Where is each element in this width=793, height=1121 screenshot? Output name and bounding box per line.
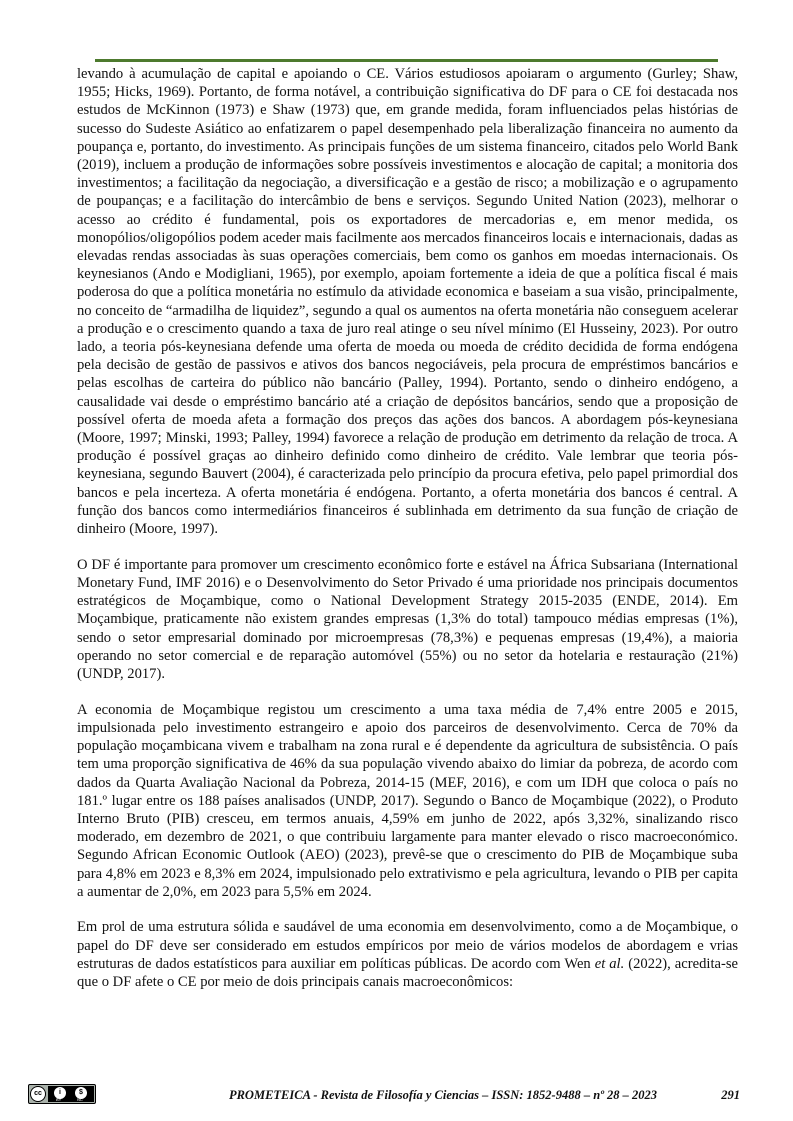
page-number: 291 [721,1088,740,1102]
cc-license-badge[interactable] [28,1084,96,1104]
cc-nc-label: NC [77,1097,83,1102]
cc-logo-icon: cc [30,1086,46,1102]
paragraph-4-italic: et al. [594,955,625,972]
paragraph-4-text-a: Em prol de uma estrutura sólida e saudável de uma economia em desenvolvimento, como a de Moçambique, o papel do DF deve ser considerado em estudos empíricos por meio de vários modelos de abordagem e vrias estruturas de dados estatísticos para auxiliar em políticas públicas. De acordo com Wen [77,919,738,972]
paragraph-4-text-b: (2022), acredita-se que o DF afete o CE por meio de dois principais canais macroeconômicos: [77,955,739,991]
paragraph-1: levando à acumulação de capital e apoiando o CE. Vários estudiosos apoiaram o argumento (Gurley; Shaw, 1955; Hicks, 1969). Portanto, de forma notável, a contribuição significativa do DF para o CE foi destacada nos estudos de McKinnon (1973) e Shaw (1973) que, em grande medida, foram influenciados pelas histórias de sucesso do Sudeste Asiático ao enfatizarem o papel desempenhado pela liberalização financeira no aumento da poupança e, portanto, do investimento. As principais funções de um sistema financeiro, citados pelo World Bank (2019), incluem a produção de informações sobre possíveis investimentos e alocação de capital; a monitoria dos investimentos; a facilitação da negociação, a diversificação e a gestão de risco; a mobilização e o agrupamento de poupanças; e a facilitação do intercâmbio de bens e serviços. Segundo United Nation (2023), melhorar o acesso ao crédito é fundamental, pois os exportadores de mercadorias e, em menor medida, os monopólios/oligopólios podem aceder mais facilmente aos mercados financeiros locais e internacionais, dadas as elevadas rendas associadas às suas operações comerciais, bem como os ganhos em moedas internacionais. Os keynesianos (Ando e Modigliani, 1965), por exemplo, apoiam fortemente a ideia de que a política fiscal é mais poderosa do que a política monetária no estímulo da atividade economica e baseiam a sua visão, principalmente, no conceito de “armadilha de liquidez”, segundo a qual os aumentos na oferta monetária não conseguem acelerar a produção e o crescimento quando a taxa de juro real atinge o seu nível mínimo (El Husseiny, 2023). Por outro lado, a teoria pós-keynesiana defende uma oferta de moeda ou moeda de crédito decidida de forma endógena pela decisão de gestão de passivos e ativos dos bancos negociáveis, pela procura de empréstimos bancários e pelas escolhas de carteira do público não bancário (Palley, 1994). Portanto, sendo o dinheiro endógeno, a causalidade vai desde o empréstimo bancário até a criação de depósitos bancários, sendo que a proposição de possível oferta de moeda afeta a formação dos preços das ações dos bancos. A abordagem pós-keynesiana (Moore, 1997; Minski, 1993; Palley, 1994) favorece a relação de produção em detrimento da relação de troca. A produção é possível graças ao dinheiro definido como dinheiro de crédito. Vale lembrar que teoria pós-keynesiana, segundo Bauvert (2004), é caracterizada pelo princípio da procura efetiva, pelo papel primordial dos bancos e pela incerteza. A oferta monetária é endógena. Portanto, a oferta monetária dos bancos é central. A função dos bancos como intermediários financeiros é sublinhada em detrimento da sua função de criação de dinheiro (Moore, 1997). [77,66,738,538]
page-footer [28,1084,740,1106]
cc-license-strip [48,1086,94,1102]
noncommercial-icon: $ [75,1087,87,1099]
journal-citation: PROMETEICA - Revista de Filosofía y Ciencias – ISSN: 1852-9488 – nº 28 – 2023 [228,1088,658,1102]
paragraph-2: O DF é importante para promover um crescimento econômico forte e estável na África Subsariana (International Monetary Fund, IMF 2016) e o Desenvolvimento do Setor Privado é uma prioridade nos principais documentos estratégicos de Moçambique, como o National Development Strategy 2015-2035 (ENDE, 2014). Em Moçambique, praticamente não existem grandes empresas (1,3% do total) tampouco médias empresas (1%), sendo o setor empresarial dominado por microempresas (78,3%) e pequenas empresas (19,4%), a maioria operando no setor comercial e de reparação automóvel (55%) ou no setor da hotelaria e restauração (21%) (UNDP, 2017). [77,556,738,682]
body-text [77,65,738,991]
paragraph-4 [77,918,738,991]
attribution-icon: i [54,1087,66,1099]
header-rule [95,59,718,62]
paragraph-3: A economia de Moçambique registou um crescimento a uma taxa média de 7,4% entre 2005 e 2015, impulsionada pelo investimento estrangeiro e apoio dos parceiros de desenvolvimento. Cerca de 70% da população moçambicana vivem e trabalham na zona rural e é dependente da agricultura de subsistência. O país tem uma proporção significativa de 46% da sua população vivendo abaixo do limiar da pobreza, de acordo com dados da Quarta Avaliação Nacional da Pobreza, 2014-15 (MEF, 2016), e com um IDH que coloca o país no 181.º lugar entre os 188 países analisados (UNDP, 2017). Segundo o Banco de Moçambique (2022), o Produto Interno Bruto (PIB) cresceu, em termos anuais, 4,59% em junho de 2022, após 3,32%, sinalizando risco moderado, em dezembro de 2021, o que contribuiu largamente para manter elevado o risco macroeconómico. Segundo African Economic Outlook (AEO) (2023), prevê-se que o crescimento do PIB de Moçambique suba para 4,8% em 2023 e 8,3% em 2024, impulsionado pelo extrativismo e pela agricultura, levando o PIB per capita a aumentar de 2,0%, em 2023 para 5,5% em 2024. [77,701,738,900]
cc-by-label: BY [56,1097,62,1102]
